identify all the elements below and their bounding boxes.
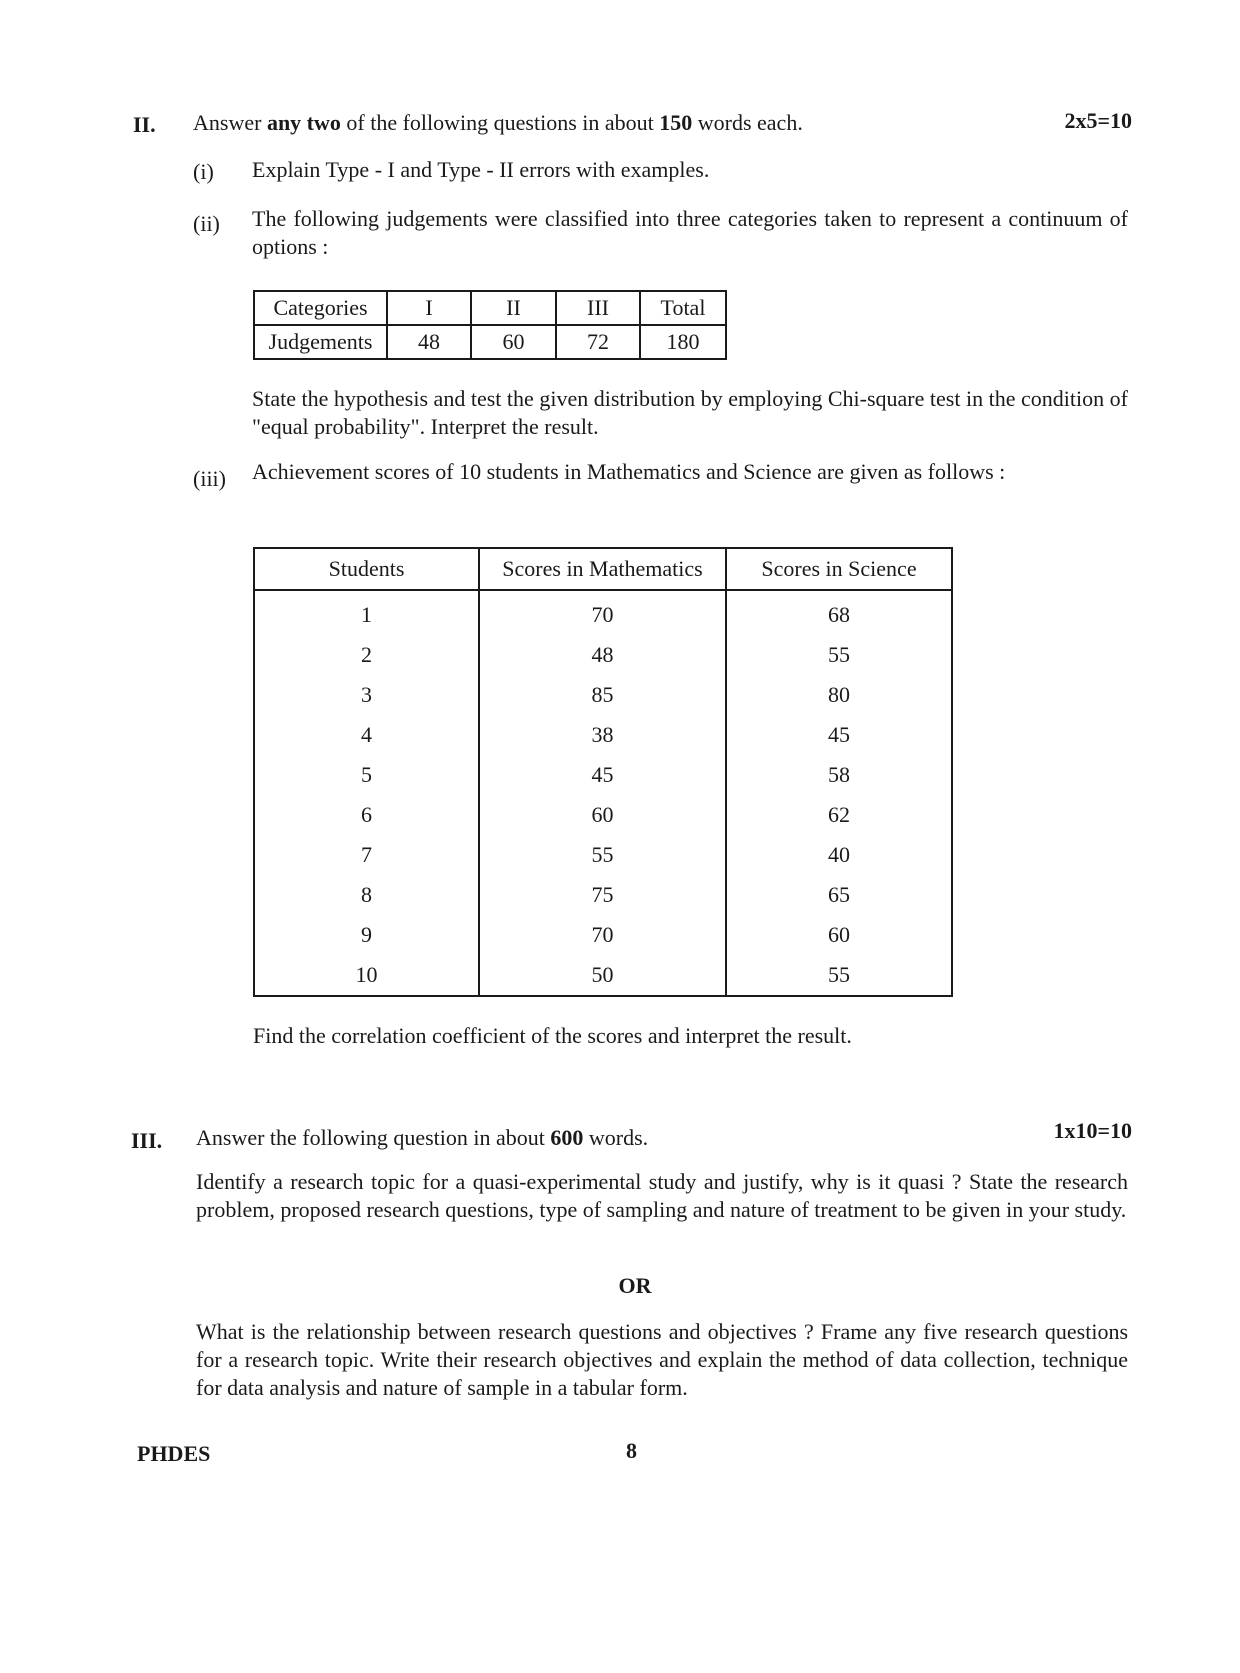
table-cell: II <box>471 291 556 325</box>
question-option: What is the relationship between research questions and objectives ? Frame any five research questions for a research topic. Write their research objectives and explain the method of data collection, technique for data analysis and nature of sample in a tabular form. <box>196 1319 1128 1400</box>
instruction-text: words. <box>583 1125 649 1150</box>
question-text: The following judgements were classified into three categories taken to represent a continuum of options : <box>252 206 1128 259</box>
table-row <box>254 795 952 835</box>
instruction-text: words each. <box>692 110 803 135</box>
question-option: Identify a research topic for a quasi-experimental study and justify, why is it quasi ? State the research problem, proposed research questions, type of sampling and nature of treatment to be given in your study. <box>196 1169 1128 1222</box>
table-cell: 9 <box>254 915 479 955</box>
column-header: Students <box>254 548 479 590</box>
column-header: Scores in Science <box>726 548 952 590</box>
table-row <box>254 590 952 635</box>
table-cell: 70 <box>479 590 726 635</box>
table-cell: 8 <box>254 875 479 915</box>
judgements-table <box>253 290 727 360</box>
table-cell: 62 <box>726 795 952 835</box>
table-cell: I <box>387 291 471 325</box>
section-3-number: III. <box>131 1128 163 1153</box>
question-label: (i) <box>193 159 214 184</box>
table-cell: 58 <box>726 755 952 795</box>
table-cell: 180 <box>640 325 726 359</box>
table-cell: 55 <box>726 635 952 675</box>
table-cell: III <box>556 291 640 325</box>
table-row <box>254 755 952 795</box>
table-cell: 60 <box>479 795 726 835</box>
word-count: 600 <box>550 1125 584 1150</box>
question-label: (ii) <box>193 211 220 236</box>
table-cell: 75 <box>479 875 726 915</box>
table-cell: 45 <box>726 715 952 755</box>
question-followup: State the hypothesis and test the given distribution by employing Chi-square test in the condition of "equal probability". Interpret the result. <box>252 386 1128 439</box>
table-cell: 38 <box>479 715 726 755</box>
table-cell: 65 <box>726 875 952 915</box>
table-row <box>254 675 952 715</box>
table-cell: 55 <box>479 835 726 875</box>
table-cell: 5 <box>254 755 479 795</box>
instruction-text: Answer <box>193 110 267 135</box>
or-separator: OR <box>618 1273 652 1298</box>
instruction-text: Answer the following question in about <box>196 1125 551 1150</box>
table-row <box>254 635 952 675</box>
table-row <box>254 915 952 955</box>
table-cell: Categories <box>254 291 387 325</box>
scores-table <box>253 547 953 997</box>
paper-code: PHDES <box>137 1441 211 1466</box>
table-cell: Total <box>640 291 726 325</box>
table-cell: 4 <box>254 715 479 755</box>
table-header-row <box>254 548 952 590</box>
table-cell: Judgements <box>254 325 387 359</box>
question-text: Explain Type - I and Type - II errors with examples. <box>252 157 710 182</box>
instruction-emphasis: any two <box>266 110 341 135</box>
table-cell: 80 <box>726 675 952 715</box>
table-cell: 6 <box>254 795 479 835</box>
table-cell: 1 <box>254 590 479 635</box>
word-count: 150 <box>659 110 693 135</box>
section-2-number: II. <box>133 112 156 137</box>
table-row <box>254 875 952 915</box>
table-cell: 45 <box>479 755 726 795</box>
table-cell: 70 <box>479 915 726 955</box>
table-cell: 50 <box>479 955 726 996</box>
section-2-marks: 2x5=10 <box>1064 108 1132 133</box>
table-cell: 2 <box>254 635 479 675</box>
table-row <box>254 955 952 996</box>
table-row <box>254 325 726 359</box>
column-header: Scores in Mathematics <box>479 548 726 590</box>
table-cell: 85 <box>479 675 726 715</box>
section-3-instruction <box>196 1124 648 1152</box>
table-cell: 40 <box>726 835 952 875</box>
table-cell: 68 <box>726 590 952 635</box>
table-cell: 60 <box>471 325 556 359</box>
table-cell: 7 <box>254 835 479 875</box>
table-cell: 48 <box>479 635 726 675</box>
table-cell: 72 <box>556 325 640 359</box>
table-cell: 55 <box>726 955 952 996</box>
section-3-marks: 1x10=10 <box>1053 1118 1132 1143</box>
table-row <box>254 715 952 755</box>
table-cell: 48 <box>387 325 471 359</box>
table-row <box>254 291 726 325</box>
table-cell: 10 <box>254 955 479 996</box>
table-row <box>254 835 952 875</box>
question-label: (iii) <box>193 466 226 491</box>
page-number: 8 <box>626 1438 637 1463</box>
section-2-instruction <box>193 109 803 137</box>
table-cell: 60 <box>726 915 952 955</box>
instruction-text: of the following questions in about <box>340 110 660 135</box>
question-text: Achievement scores of 10 students in Mathematics and Science are given as follows : <box>252 459 1006 484</box>
table-cell: 3 <box>254 675 479 715</box>
question-followup: Find the correlation coefficient of the scores and interpret the result. <box>253 1023 852 1048</box>
